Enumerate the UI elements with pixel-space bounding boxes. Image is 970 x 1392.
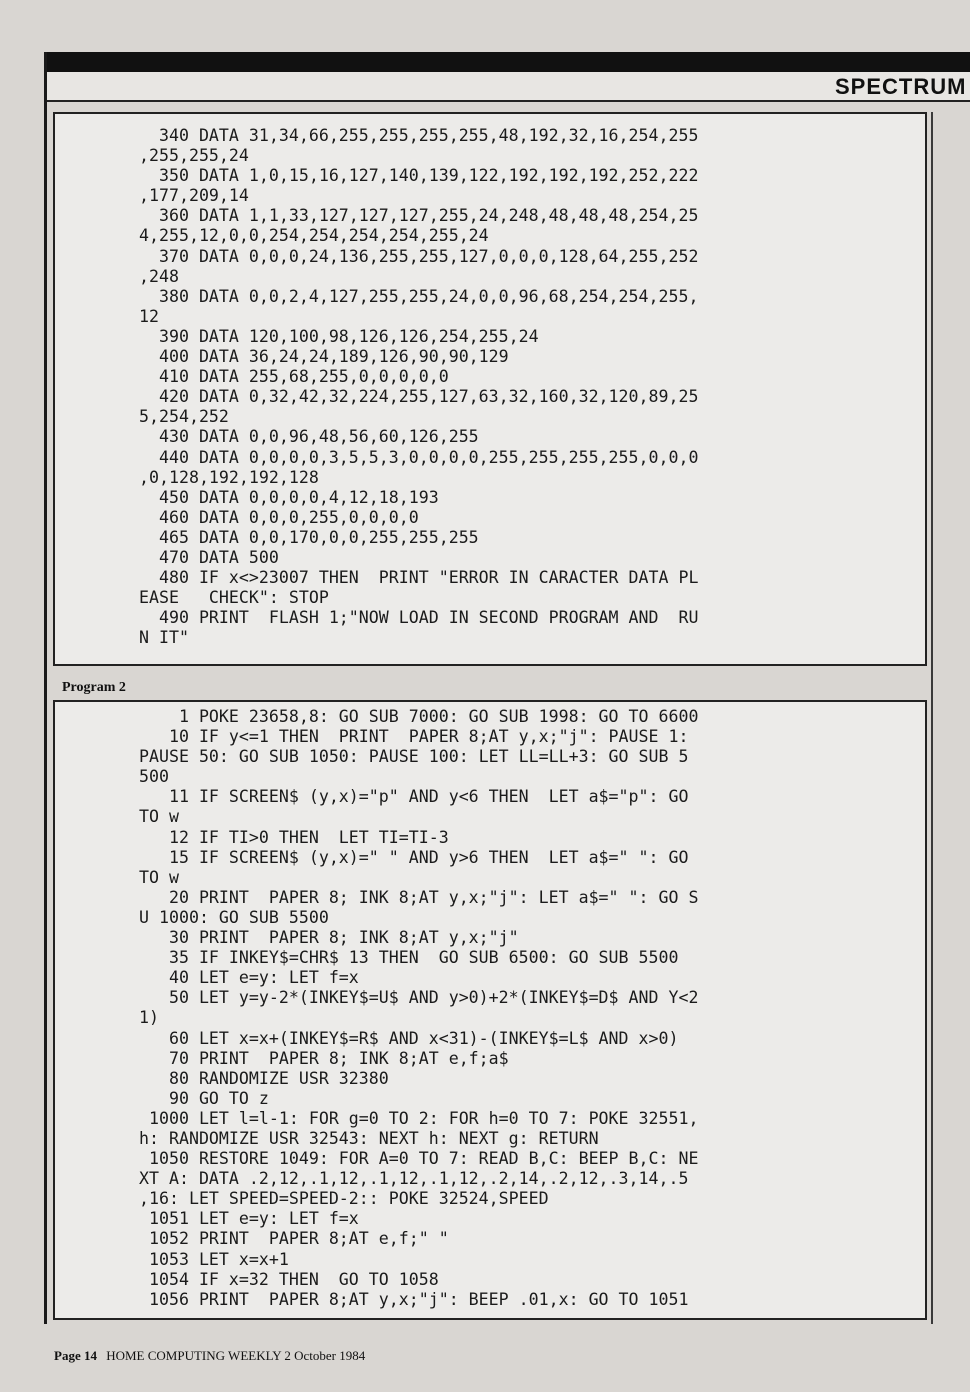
code-line: ,0,128,192,192,128 <box>139 467 319 487</box>
code-line: 20 PRINT PAPER 8; INK 8;AT y,x;"j": LET a$=" ": GO S <box>139 887 699 907</box>
code-line: 5,254,252 <box>139 407 229 427</box>
code-line: 1) <box>139 1008 159 1028</box>
code-line: 465 DATA 0,0,170,0,0,255,255,255 <box>139 527 479 547</box>
code-line: 490 PRINT FLASH 1;"NOW LOAD IN SECOND PROGRAM AND RU <box>139 608 699 628</box>
code-line: TO w <box>139 807 179 827</box>
code-line: 70 PRINT PAPER 8; INK 8;AT e,f;a$ <box>139 1048 509 1068</box>
left-rule <box>44 52 47 1324</box>
code-line: ,248 <box>139 266 179 286</box>
page-number: Page 14 <box>54 1348 97 1363</box>
right-rule <box>931 112 933 1324</box>
code-line: 1051 LET e=y: LET f=x <box>139 1209 359 1229</box>
code-line: 50 LET y=y-2*(INKEY$=U$ AND y>0)+2*(INKEY$=D$ AND Y<2 <box>139 988 699 1008</box>
code-line: 1053 LET x=x+1 <box>139 1249 289 1269</box>
page-footer <box>54 1348 365 1364</box>
listing-2-code <box>139 707 698 1310</box>
code-line: 60 LET x=x+(INKEY$=R$ AND x<31)-(INKEY$=L$ AND x>0) <box>139 1028 679 1048</box>
code-line: 370 DATA 0,0,0,24,136,255,255,127,0,0,0,128,64,255,252 <box>139 246 699 266</box>
header-strip <box>47 72 970 102</box>
code-line: 460 DATA 0,0,0,255,0,0,0,0 <box>139 507 419 527</box>
code-line: 410 DATA 255,68,255,0,0,0,0,0 <box>139 367 449 387</box>
code-line: 35 IF INKEY$=CHR$ 13 THEN GO SUB 6500: GO SUB 5500 <box>139 948 679 968</box>
code-line: 350 DATA 1,0,15,16,127,140,139,122,192,192,192,252,222 <box>139 166 699 186</box>
code-line: 1 POKE 23658,8: GO SUB 7000: GO SUB 1998: GO TO 6600 <box>139 707 699 726</box>
code-line: 4,255,12,0,0,254,254,254,254,255,24 <box>139 226 489 246</box>
code-line: h: RANDOMIZE USR 32543: NEXT h: NEXT g: RETURN <box>139 1128 599 1148</box>
program-listing-2 <box>53 700 927 1320</box>
code-line: 30 PRINT PAPER 8; INK 8;AT y,x;"j" <box>139 928 519 948</box>
code-line: ,16: LET SPEED=SPEED-2:: POKE 32524,SPEED <box>139 1189 549 1209</box>
code-line: 430 DATA 0,0,96,48,56,60,126,255 <box>139 427 479 447</box>
code-line: 470 DATA 500 <box>139 547 279 567</box>
code-line: 90 GO TO z <box>139 1088 269 1108</box>
code-line: 420 DATA 0,32,42,32,224,255,127,63,32,160,32,120,89,25 <box>139 387 699 407</box>
code-line: 380 DATA 0,0,2,4,127,255,255,24,0,0,96,68,254,254,255, <box>139 286 699 306</box>
code-line: ,255,255,24 <box>139 146 249 166</box>
code-line: 11 IF SCREEN$ (y,x)="p" AND y<6 THEN LET a$="p": GO <box>139 787 689 807</box>
code-line: 1052 PRINT PAPER 8;AT e,f;" " <box>139 1229 449 1249</box>
code-line: 450 DATA 0,0,0,0,4,12,18,193 <box>139 487 439 507</box>
code-line: 1056 PRINT PAPER 8;AT y,x;"j": BEEP .01,x: GO TO 1051 <box>139 1289 689 1309</box>
code-line: 1050 RESTORE 1049: FOR A=0 TO 7: READ B,C: BEEP B,C: NE <box>139 1149 699 1169</box>
code-line: 1054 IF x=32 THEN GO TO 1058 <box>139 1269 439 1289</box>
code-line: 400 DATA 36,24,24,189,126,90,90,129 <box>139 347 509 367</box>
program-2-label: Program 2 <box>62 680 126 695</box>
code-line: 480 IF x<>23007 THEN PRINT "ERROR IN CARACTER DATA PL <box>139 568 699 588</box>
code-line: XT A: DATA .2,12,.1,12,.1,12,.1,12,.2,14,.2,12,.3,14,.5 <box>139 1169 689 1189</box>
code-line: TO w <box>139 867 179 887</box>
code-line: U 1000: GO SUB 5500 <box>139 907 329 927</box>
code-line: EASE CHECK": STOP <box>139 588 329 608</box>
program-listing-1 <box>53 112 927 666</box>
code-line: 12 IF TI>0 THEN LET TI=TI-3 <box>139 827 449 847</box>
top-black-bar <box>47 52 970 72</box>
code-line: 80 RANDOMIZE USR 32380 <box>139 1068 389 1088</box>
code-line: 15 IF SCREEN$ (y,x)=" " AND y>6 THEN LET a$=" ": GO <box>139 847 689 867</box>
code-line: 12 <box>139 306 159 326</box>
code-line: 440 DATA 0,0,0,0,3,5,5,3,0,0,0,0,255,255,255,255,0,0,0 <box>139 447 699 467</box>
code-line: 390 DATA 120,100,98,126,126,254,255,24 <box>139 326 539 346</box>
code-line: 10 IF y<=1 THEN PRINT PAPER 8;AT y,x;"j": PAUSE 1: <box>139 727 689 747</box>
code-line: 340 DATA 31,34,66,255,255,255,255,48,192,32,16,254,255 <box>139 126 699 145</box>
listing-1-code <box>139 126 698 648</box>
code-line: 360 DATA 1,1,33,127,127,127,255,24,248,48,48,48,254,25 <box>139 206 699 226</box>
code-line: ,177,209,14 <box>139 186 249 206</box>
code-line: PAUSE 50: GO SUB 1050: PAUSE 100: LET LL=LL+3: GO SUB 5 <box>139 747 689 767</box>
publication-line: HOME COMPUTING WEEKLY 2 October 1984 <box>106 1348 366 1363</box>
code-line: 1000 LET l=l-1: FOR g=0 TO 2: FOR h=0 TO 7: POKE 32551, <box>139 1108 699 1128</box>
code-line: 500 <box>139 767 169 787</box>
section-title: SPECTRUM <box>835 74 967 98</box>
code-line: 40 LET e=y: LET f=x <box>139 968 359 988</box>
code-line: N IT" <box>139 628 189 648</box>
